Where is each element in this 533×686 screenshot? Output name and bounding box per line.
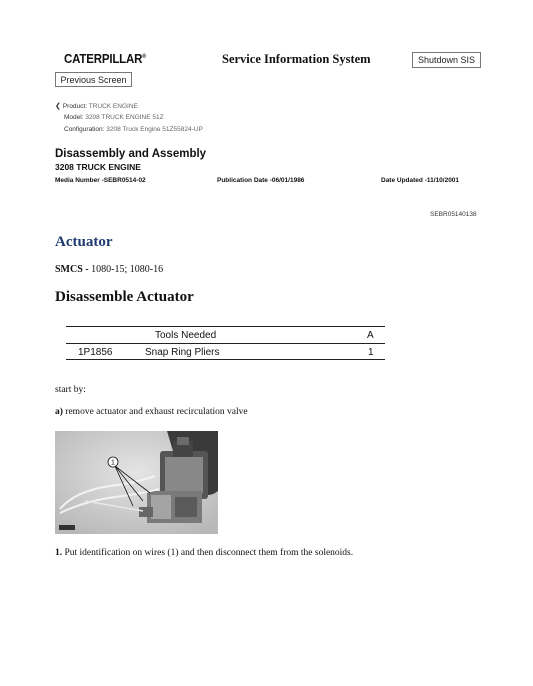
product-line: ❮ Product: TRUCK ENGINE xyxy=(55,103,138,110)
table-header-tools-needed: Tools Needed xyxy=(155,330,217,341)
date-updated: Date Updated -11/10/2001 xyxy=(381,177,460,184)
model-line: Model: 3208 TRUCK ENGINE 51Z xyxy=(64,114,164,121)
actuator-photo xyxy=(55,431,218,534)
previous-screen-button[interactable]: Previous Screen xyxy=(55,72,132,87)
step-a: a) remove actuator and exhaust recirculation valve xyxy=(55,407,248,417)
step-1: 1. Put identification on wires (1) and then disconnect them from the solenoids. xyxy=(55,548,354,558)
publication-date: Publication Date -06/01/1986 xyxy=(217,177,305,184)
document-heading: Disassembly and Assembly xyxy=(55,148,207,160)
caterpillar-logo: CATERPILLAR® xyxy=(64,52,147,66)
photo-callout-1: 1 xyxy=(111,459,115,467)
section-title: Actuator xyxy=(55,234,113,250)
start-by-label: start by: xyxy=(55,385,86,395)
shutdown-sis-button[interactable]: Shutdown SIS xyxy=(412,52,481,68)
configuration-line: Configuration: 3208 Truck Engine 51Z55824-UP xyxy=(64,126,203,133)
table-rule-bottom xyxy=(66,359,385,360)
system-title: Service Information System xyxy=(222,52,371,66)
chevron-left-icon[interactable]: ❮ xyxy=(55,103,61,110)
document-id: SEBR05140138 xyxy=(430,211,477,218)
table-header-a: A xyxy=(367,330,374,341)
media-number: Media Number -SEBR0514-02 xyxy=(55,177,146,184)
table-cell-tool-name: Snap Ring Pliers xyxy=(145,347,220,358)
document-subheading: 3208 TRUCK ENGINE xyxy=(55,162,141,172)
table-rule-mid xyxy=(66,343,385,344)
table-cell-quantity: 1 xyxy=(368,347,374,358)
procedure-title: Disassemble Actuator xyxy=(55,289,194,305)
table-cell-part-number: 1P1856 xyxy=(78,347,113,358)
smcs-codes: SMCS - 1080-15; 1080-16 xyxy=(55,264,164,275)
table-rule-top xyxy=(66,326,385,327)
